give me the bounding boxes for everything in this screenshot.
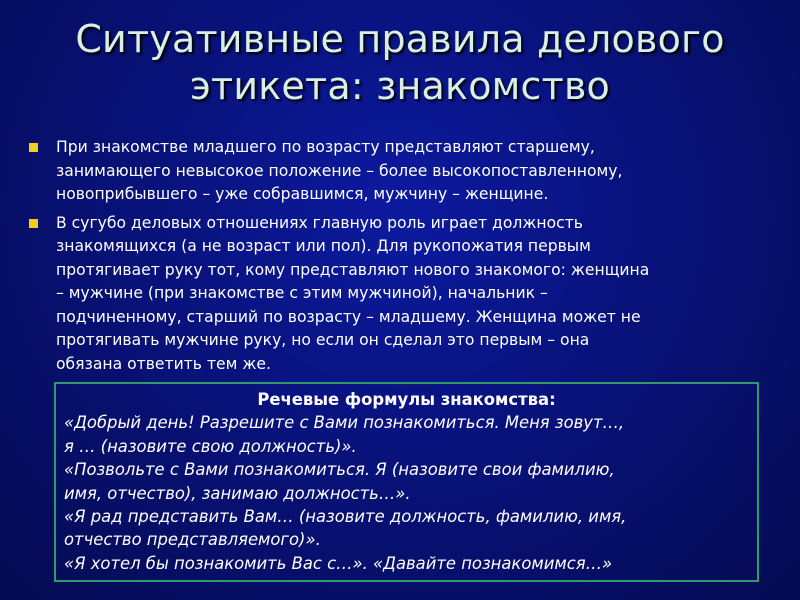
bullet-line: В сугубо деловых отношениях главную роль играет должность — [56, 213, 583, 232]
bullet-line: протягивает руку тот, кому представляют нового знакомого: женщина — [56, 260, 650, 279]
bullet-line: новоприбывшего – уже собравшимся, мужчину – женщине. — [56, 185, 549, 203]
bullet-line: знакомящихся (а не возраст или пол). Для рукопожатия первым — [56, 237, 591, 255]
speech-formulas-box — [54, 382, 759, 582]
bullet-line: протягивать мужчине руку, но если он сделал это первым – она — [56, 331, 590, 349]
bullet-square-icon — [29, 143, 38, 152]
title-line-1: Ситуативные правила делового — [75, 17, 725, 61]
bullet-item-business-relations — [28, 212, 780, 377]
speech-formula-line: «Добрый день! Разрешите с Вами познакомиться. Меня зовут…, — [64, 413, 625, 433]
speech-formula-line: имя, отчество), занимаю должность…». — [64, 483, 411, 503]
speech-formula-line: «Я хотел бы познакомить Вас с…». «Давайте познакомимся…» — [64, 553, 613, 573]
speech-formulas-heading: Речевые формулы знакомства: — [257, 390, 556, 409]
bullet-line: обязана ответить тем же. — [56, 354, 271, 373]
speech-formula-line: «Я рад представить Вам… (назовите должность, фамилию, имя, — [64, 507, 627, 527]
bullet-line: занимающего невысокое положение – более высокопоставленному, — [56, 161, 623, 180]
title-line-2: этикета: знакомство — [189, 64, 610, 108]
speech-formula-line: я … (назовите свою должность)». — [64, 436, 357, 456]
bullet-line: – мужчине (при знакомстве с этим мужчиной), начальник – — [56, 284, 548, 302]
speech-formula-line: «Позвольте с Вами познакомиться. Я (назовите свои фамилию, — [64, 460, 615, 480]
bullet-line: подчиненному, старший по возрасту – младшему. Женщина может не — [56, 307, 641, 326]
speech-formula-line: отчество представляемого)». — [64, 530, 321, 550]
bullet-item-introduction-order — [28, 136, 780, 207]
bullet-square-icon — [29, 219, 38, 228]
bullet-list — [28, 136, 780, 381]
slide-title — [30, 16, 770, 110]
bullet-line: При знакомстве младшего по возрасту представляют старшему, — [56, 138, 595, 156]
